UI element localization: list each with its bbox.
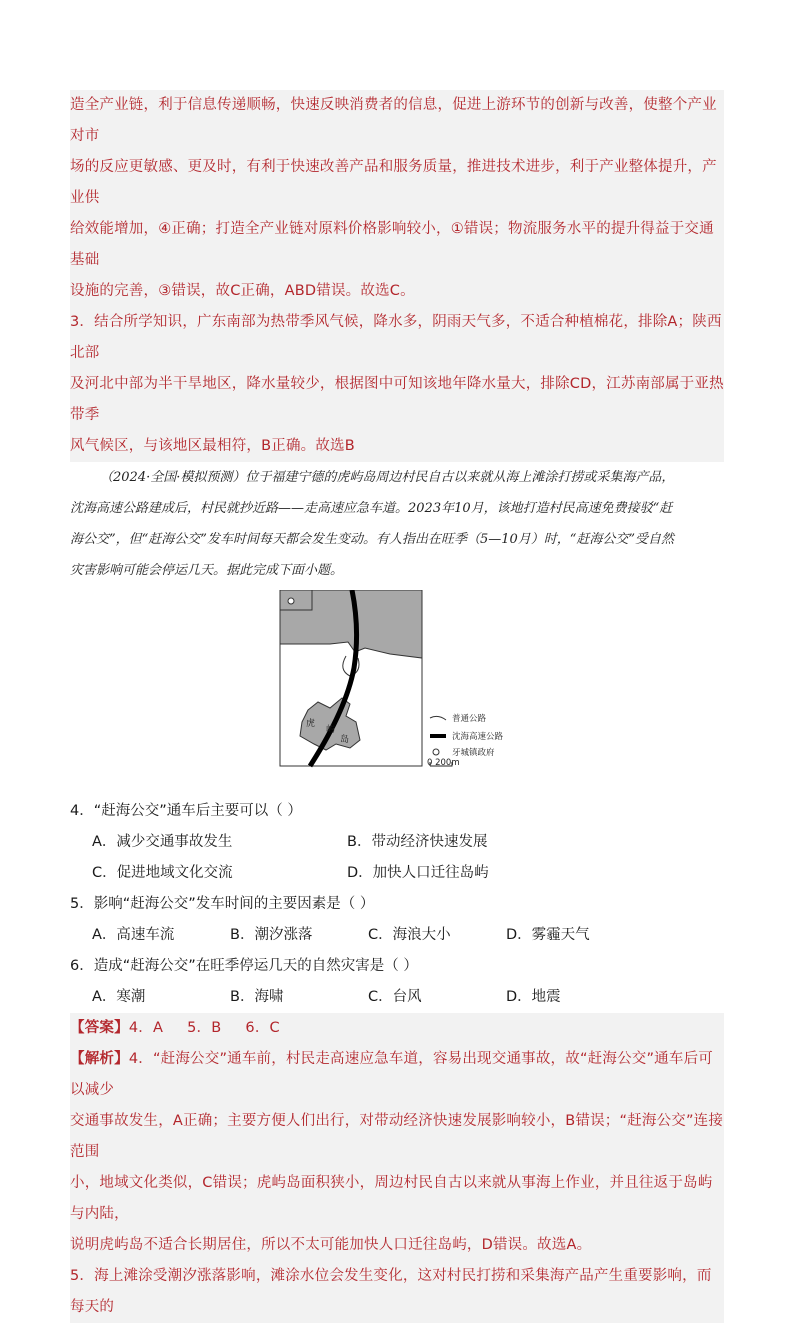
option: D．地震	[506, 989, 561, 1005]
explanation-line: 风气候区，与该地区最相符，B正确。故选B	[70, 438, 355, 454]
legend-road-label: 普通公路	[452, 714, 487, 724]
legend-town-icon	[433, 749, 439, 755]
legend-town-label: 牙城镇政府	[452, 748, 495, 758]
analysis-line: 5．海上滩涂受潮汐涨落影响，滩涂水位会发生变化，这对村民打捞和采集海产品产生重要影响，而每天的	[70, 1268, 712, 1315]
answer-block	[70, 1013, 724, 1044]
legend-road-icon	[430, 716, 446, 720]
passage-line: 灾害影响可能会停运几天。据此完成下面小题。	[70, 563, 344, 578]
analysis-line: 交通事故发生，A正确；主要方便人们出行，对带动经济快速发展影响较小，B错误；“赶海公交”连接范围	[70, 1113, 724, 1160]
island-char: 屿	[326, 725, 336, 735]
analysis-tag: 【解析】	[70, 1051, 129, 1067]
legend-expressway-label: 沈海高速公路	[452, 732, 504, 742]
question-stem: 5．影响“赶海公交”发车时间的主要因素是（ ）	[70, 896, 375, 912]
option: B．海啸	[230, 989, 284, 1005]
analysis-line: 说明虎屿岛不适合长期居住，所以不太可能加快人口迁往岛屿，D错误。故选A。	[70, 1237, 592, 1253]
island-char: 虎	[306, 719, 316, 729]
question-options	[70, 920, 724, 951]
explanation-line: 给效能增加，④正确；打造全产业链对原料价格影响较小，①错误；物流服务水平的提升得益于交通基础	[70, 221, 714, 268]
question-options	[70, 982, 724, 1013]
passage-line: （2024·全国·模拟预测）位于福建宁德的虎屿岛周边村民自古以来就从海上滩涂打捞或采集海产品，	[100, 470, 675, 485]
option: A．高速车流	[92, 927, 175, 943]
analysis-block	[70, 1044, 724, 1323]
answer-tag: 【答案】	[70, 1020, 129, 1036]
explanation-line: 设施的完善，③错误，故C正确，ABD错误。故选C。	[70, 283, 415, 299]
question-stem: 4．“赶海公交”通车后主要可以（ ）	[70, 803, 302, 819]
option: C．台风	[368, 989, 422, 1005]
analysis-line: 4．“赶海公交”通车前，村民走高速应急车道，容易出现交通事故，故“赶海公交”通车后可以减少	[70, 1051, 713, 1098]
explanation-line: 造全产业链，利于信息传递顺畅，快速反映消费者的信息，促进上游环节的创新与改善，使整个产业对市	[70, 97, 717, 144]
option: C．海浪大小	[368, 927, 451, 943]
page-content	[70, 90, 724, 1323]
option: B．带动经济快速发展	[347, 834, 488, 850]
question-options	[70, 827, 724, 858]
passage-line: 海公交”，但“赶海公交”发车时间每天都会发生变动。有人指出在旺季（5—10月）时，“赶海公交”受自然	[70, 532, 675, 547]
question-options	[70, 858, 724, 889]
option: B．潮汐涨落	[230, 927, 313, 943]
option: D．加快人口迁往岛屿	[347, 865, 489, 881]
explanation-top	[70, 90, 724, 307]
q3-explanation	[70, 307, 724, 462]
explanation-line: 场的反应更敏感、更及时，有利于快速改善产品和服务质量，推进技术进步，利于产业整体提升，产业供	[70, 159, 717, 206]
passage	[70, 462, 724, 586]
answer-text: 4．A 5．B 6．C	[128, 1020, 280, 1036]
question-stem: 6．造成“赶海公交”在旺季停运几天的自然灾害是（ ）	[70, 958, 418, 974]
analysis-line: 小，地域文化类似，C错误；虎屿岛面积狭小，周边村民自古以来就从事海上作业，并且往返于岛屿与内陆，	[70, 1175, 713, 1222]
island-char: 岛	[340, 735, 350, 745]
map-svg	[270, 590, 520, 768]
explanation-line: 3．结合所学知识，广东南部为热带季风气候，降水多，阴雨天气多，不适合种植棉花，排除A；陕西北部	[70, 314, 722, 361]
option: A．减少交通事故发生	[92, 834, 233, 850]
explanation-line: 及河北中部为半干旱地区，降水量较少，根据图中可知该地年降水量大，排除CD，江苏南部属于亚热带季	[70, 376, 724, 423]
town-gov-marker	[288, 598, 294, 604]
option: D．雾霾天气	[506, 927, 590, 943]
map-figure	[70, 590, 724, 790]
option: C．促进地域文化交流	[92, 865, 233, 881]
passage-line: 沈海高速公路建成后，村民就抄近路——走高速应急车道。2023年10月，该地打造村民高速免费接驳“赶	[70, 501, 673, 516]
scale-label: 0 200m	[427, 758, 460, 768]
option: A．寒潮	[92, 989, 146, 1005]
